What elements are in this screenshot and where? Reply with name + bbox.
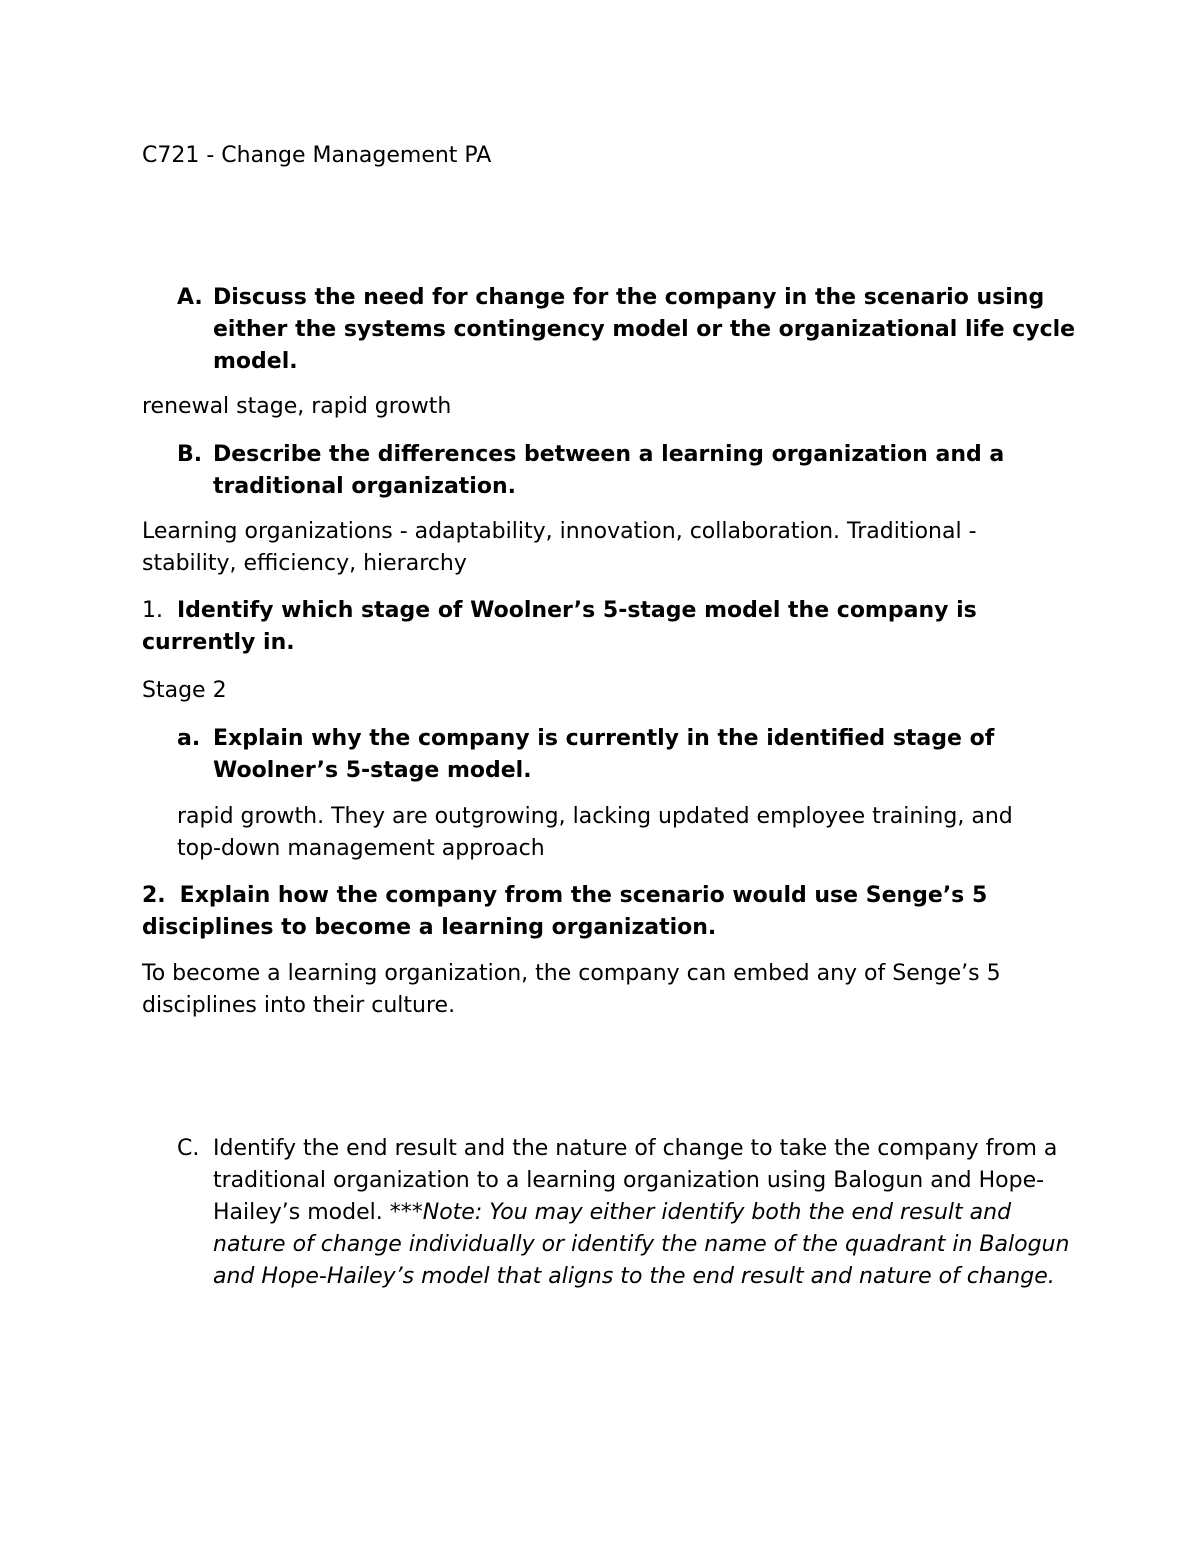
section-b-answer: Learning organizations - adaptability, innovation, collaboration. Traditional - stability, efficiency, hierarchy [142,519,977,576]
item-2-question: Explain how the company from the scenario would use Senge’s 5 disciplines to become a learning organization. [142,883,988,940]
item-1a-answer: rapid growth. They are outgrowing, lacking updated employee training, and top-down management approach [177,804,1013,861]
section-c-note: Note: You may either identify both the end result and nature of change individually or identify the name of the quadrant in Balogun and Hope-Hailey’s model that aligns to the end result and nature of change. [213,1200,1070,1289]
section-c-note-prefix: *** [389,1200,423,1225]
item-1a-question: Explain why the company is currently in the identified stage of Woolner’s 5-stage model. [213,726,995,783]
section-c-marker: C. [177,1136,200,1161]
item-1-question-block [142,595,1062,659]
item-1-answer: Stage 2 [142,678,227,703]
section-b-marker: B. [177,442,203,467]
section-a-answer: renewal stage, rapid growth [142,394,452,419]
item-2-question-block [142,880,1062,944]
document-title: C721 - Change Management PA [142,143,492,168]
item-2-marker: 2. [142,883,166,908]
section-c-question: Identify the end result and the nature of change to take the company from a traditional organization to a learning organization using Balogun and Hope-Hailey’s model. [213,1136,1058,1225]
item-1-question: Identify which stage of Woolner’s 5-stage model the company is currently in. [142,598,977,655]
item-2-answer: To become a learning organization, the company can embed any of Senge’s 5 disciplines into their culture. [142,961,1001,1018]
section-b-question: Describe the differences between a learning organization and a traditional organization. [213,442,1005,499]
item-1-marker: 1. [142,598,163,623]
section-a-question: Discuss the need for change for the company in the scenario using either the systems contingency model or the organizational life cycle model. [213,285,1076,374]
item-1a-marker: a. [177,726,201,751]
section-a-marker: A. [177,285,203,310]
section-c-block [213,1133,1083,1293]
